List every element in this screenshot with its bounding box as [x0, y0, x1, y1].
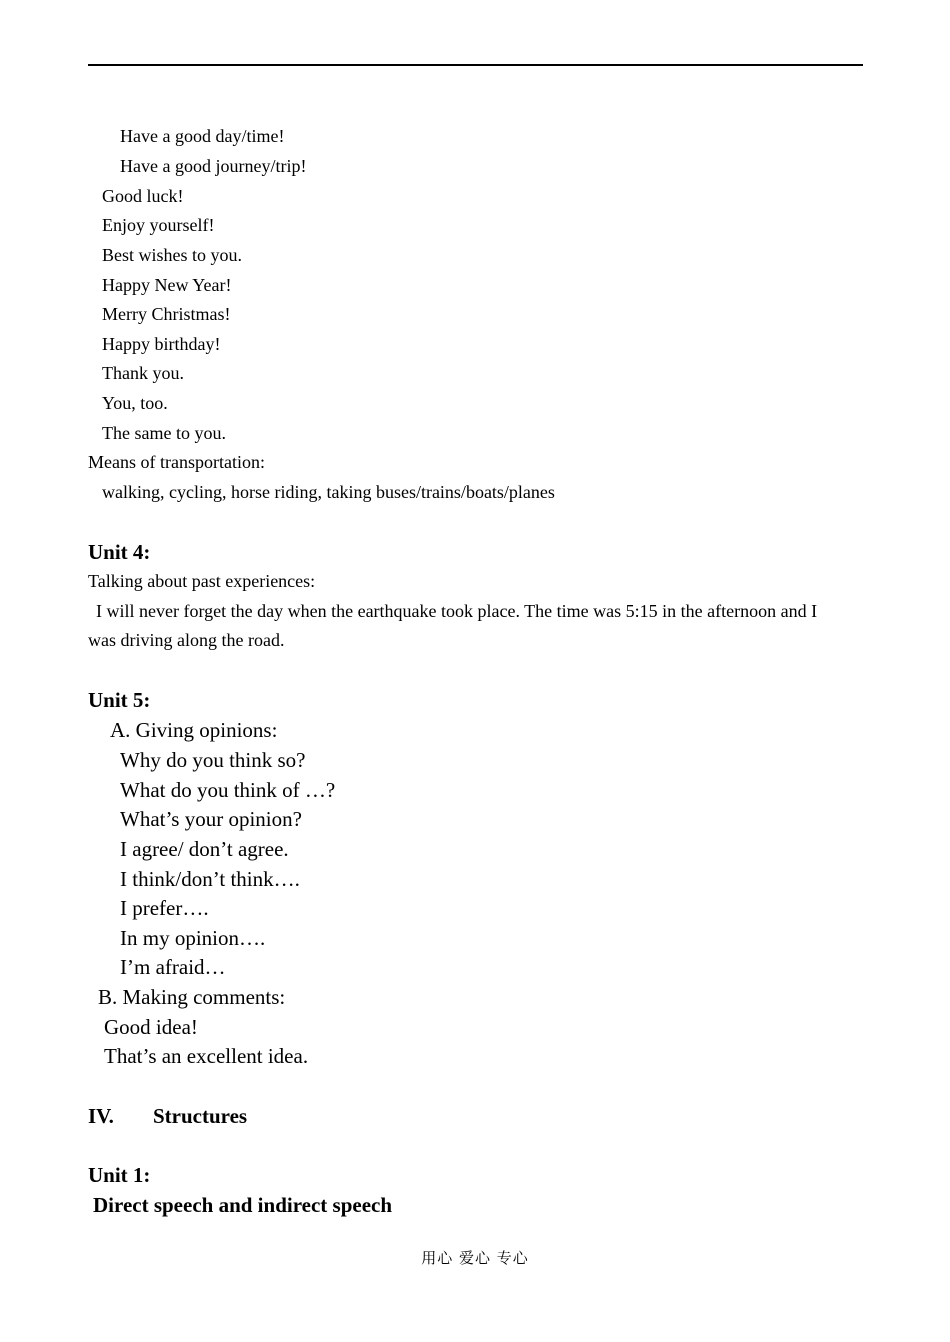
greeting-line: The same to you.: [102, 423, 226, 443]
greeting-line: Happy New Year!: [102, 275, 232, 295]
greeting-line: Happy birthday!: [102, 334, 221, 354]
greeting-line: Merry Christmas!: [102, 304, 231, 324]
unit4-paragraph-line2: was driving along the road.: [88, 630, 285, 650]
transport-heading: Means of transportation:: [88, 452, 265, 472]
opinion-line: In my opinion….: [120, 926, 266, 950]
section-numeral: IV.: [88, 1104, 114, 1128]
greeting-line: Have a good journey/trip!: [120, 156, 307, 176]
greeting-line: Thank you.: [102, 363, 184, 383]
unit4-heading: Unit 4:: [88, 540, 151, 564]
opinion-line: Why do you think so?: [120, 748, 306, 772]
unit1-subheading: Direct speech and indirect speech: [93, 1193, 393, 1217]
unit4-subheading: Talking about past experiences:: [88, 571, 316, 591]
unit1-heading: Unit 1:: [88, 1163, 151, 1187]
comment-line: Good idea!: [104, 1015, 198, 1039]
greeting-line: You, too.: [102, 393, 168, 413]
header-rule: [88, 64, 863, 66]
opinion-line: I’m afraid…: [120, 955, 226, 979]
unit5-section-a: A. Giving opinions:: [110, 718, 278, 742]
greeting-line: Good luck!: [102, 186, 184, 206]
opinion-line: What’s your opinion?: [120, 807, 302, 831]
comment-line: That’s an excellent idea.: [104, 1044, 309, 1068]
greeting-line: Best wishes to you.: [102, 245, 243, 265]
opinion-line: I prefer….: [120, 896, 209, 920]
section-title: Structures: [153, 1104, 248, 1128]
opinion-line: I think/don’t think….: [120, 867, 300, 891]
greeting-line: Have a good day/time!: [120, 126, 285, 146]
transport-items: walking, cycling, horse riding, taking buses/trains/boats/planes: [102, 482, 555, 502]
opinion-line: I agree/ don’t agree.: [120, 837, 289, 861]
unit5-heading: Unit 5:: [88, 688, 151, 712]
unit4-paragraph-line1: I will never forget the day when the earthquake took place. The time was 5:15 in the afternoon and I: [96, 601, 818, 621]
greeting-line: Enjoy yourself!: [102, 215, 215, 235]
page-footer: 用心 爱心 专心: [421, 1249, 529, 1267]
opinion-line: What do you think of …?: [120, 778, 336, 802]
unit5-section-b: B. Making comments:: [98, 985, 286, 1009]
